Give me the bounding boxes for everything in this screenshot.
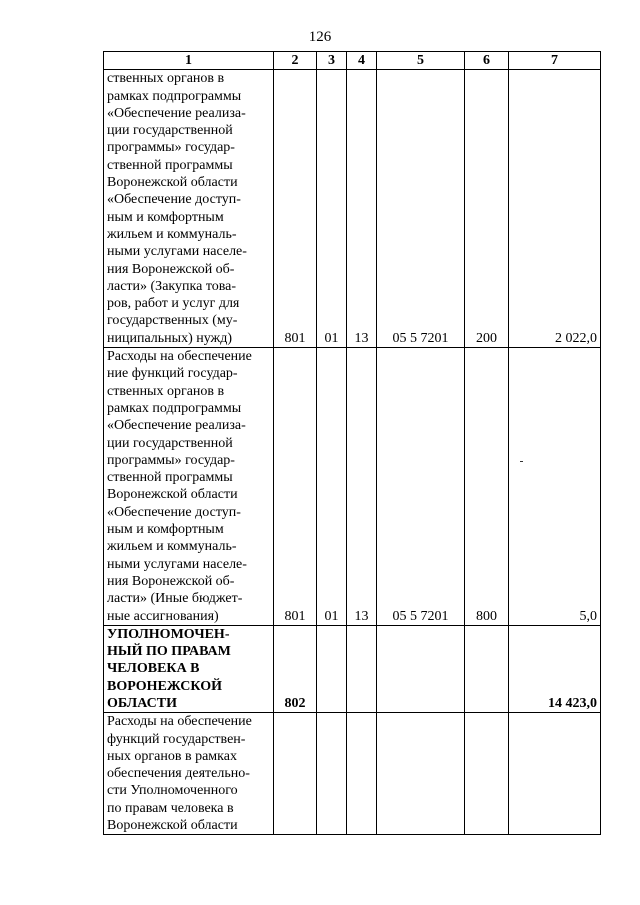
scan-speck	[520, 461, 523, 462]
name-line: «Обеспечение реализа-	[107, 105, 246, 121]
name-line: ОБЛАСТИ	[107, 695, 177, 711]
name-line: ции государственной	[107, 435, 233, 451]
name-line: ственных органов в	[107, 383, 225, 399]
row-name-cell	[104, 713, 274, 835]
section-cell: 01	[317, 70, 347, 348]
name-line: ных органов в рамках	[107, 748, 237, 764]
expense-type-cell: 800	[465, 348, 509, 626]
name-line: Воронежской области	[107, 175, 238, 191]
subsection-cell	[347, 713, 377, 835]
name-line: ние функций государ-	[107, 366, 238, 382]
header-col-7: 7	[509, 52, 601, 70]
name-line: ния Воронежской об-	[107, 573, 235, 589]
name-line: ласти» (Иные бюджет-	[107, 591, 243, 607]
name-line: ВОРОНЕЖСКОЙ	[107, 678, 223, 694]
subsection-cell: 13	[347, 70, 377, 348]
name-line: ниципальных) нужд)	[107, 330, 232, 346]
name-line: УПОЛНОМОЧЕН-	[107, 626, 230, 642]
header-col-1: 1	[104, 52, 274, 70]
name-line: Расходы на обеспечение	[107, 714, 252, 730]
name-line: ственной программы	[107, 470, 233, 486]
row-name-cell	[104, 348, 274, 626]
name-line: «Обеспечение доступ-	[107, 504, 241, 520]
amount-cell: 2 022,0	[509, 70, 601, 348]
name-line: Воронежской области	[107, 818, 238, 834]
name-line: программы» государ-	[107, 140, 235, 156]
name-line: НЫЙ ПО ПРАВАМ	[107, 644, 231, 660]
subsection-cell	[347, 625, 377, 712]
ministry-code-cell: 801	[274, 70, 317, 348]
name-line: ласти» (Закупка това-	[107, 278, 237, 294]
table-row	[104, 348, 601, 626]
name-line: ЧЕЛОВЕКА В	[107, 661, 200, 677]
name-line: ции государственной	[107, 123, 233, 139]
row-name-cell	[104, 70, 274, 348]
ministry-code-cell: 801	[274, 348, 317, 626]
name-line: «Обеспечение доступ-	[107, 192, 241, 208]
name-line: ственной программы	[107, 157, 233, 173]
name-line: ными услугами населе-	[107, 556, 247, 572]
name-line: ными услугами населе-	[107, 244, 247, 260]
name-line: ров, работ и услуг для	[107, 296, 240, 312]
name-line: жильем и коммуналь-	[107, 226, 237, 242]
name-line: сти Уполномоченного	[107, 783, 238, 799]
ministry-code-cell	[274, 713, 317, 835]
row-name-cell	[104, 625, 274, 712]
name-line: ственных органов в	[107, 71, 225, 87]
expense-type-cell	[465, 625, 509, 712]
ministry-code-cell: 802	[274, 625, 317, 712]
header-col-2: 2	[274, 52, 317, 70]
target-article-cell	[377, 713, 465, 835]
table-row	[104, 70, 601, 348]
name-line: программы» государ-	[107, 452, 235, 468]
page-number: 126	[308, 29, 332, 45]
amount-cell: 5,0	[509, 348, 601, 626]
target-article-cell: 05 5 7201	[377, 348, 465, 626]
section-cell	[317, 625, 347, 712]
name-line: государственных (му-	[107, 313, 238, 329]
expense-type-cell: 200	[465, 70, 509, 348]
header-col-5: 5	[377, 52, 465, 70]
name-line: обеспечения деятельно-	[107, 766, 250, 782]
section-cell	[317, 713, 347, 835]
header-row	[104, 52, 601, 70]
name-line: рамках подпрограммы	[107, 88, 242, 104]
name-line: ные ассигнования)	[107, 608, 219, 624]
name-line: ния Воронежской об-	[107, 261, 235, 277]
header-col-4: 4	[347, 52, 377, 70]
table-row	[104, 713, 601, 835]
table-row	[104, 625, 601, 712]
header-col-3: 3	[317, 52, 347, 70]
name-line: Расходы на обеспечение	[107, 349, 252, 365]
target-article-cell	[377, 625, 465, 712]
amount-cell	[509, 713, 601, 835]
name-line: жильем и коммуналь-	[107, 539, 237, 555]
name-line: рамках подпрограммы	[107, 400, 242, 416]
name-line: по правам человека в	[107, 800, 234, 816]
name-line: «Обеспечение реализа-	[107, 418, 246, 434]
header-col-6: 6	[465, 52, 509, 70]
name-line: ным и комфортным	[107, 522, 224, 538]
name-line: Воронежской области	[107, 487, 238, 503]
name-line: ным и комфортным	[107, 209, 224, 225]
target-article-cell: 05 5 7201	[377, 70, 465, 348]
amount-cell: 14 423,0	[509, 625, 601, 712]
section-cell: 01	[317, 348, 347, 626]
expense-type-cell	[465, 713, 509, 835]
budget-table	[103, 51, 601, 835]
subsection-cell: 13	[347, 348, 377, 626]
name-line: функций государствен-	[107, 731, 246, 747]
